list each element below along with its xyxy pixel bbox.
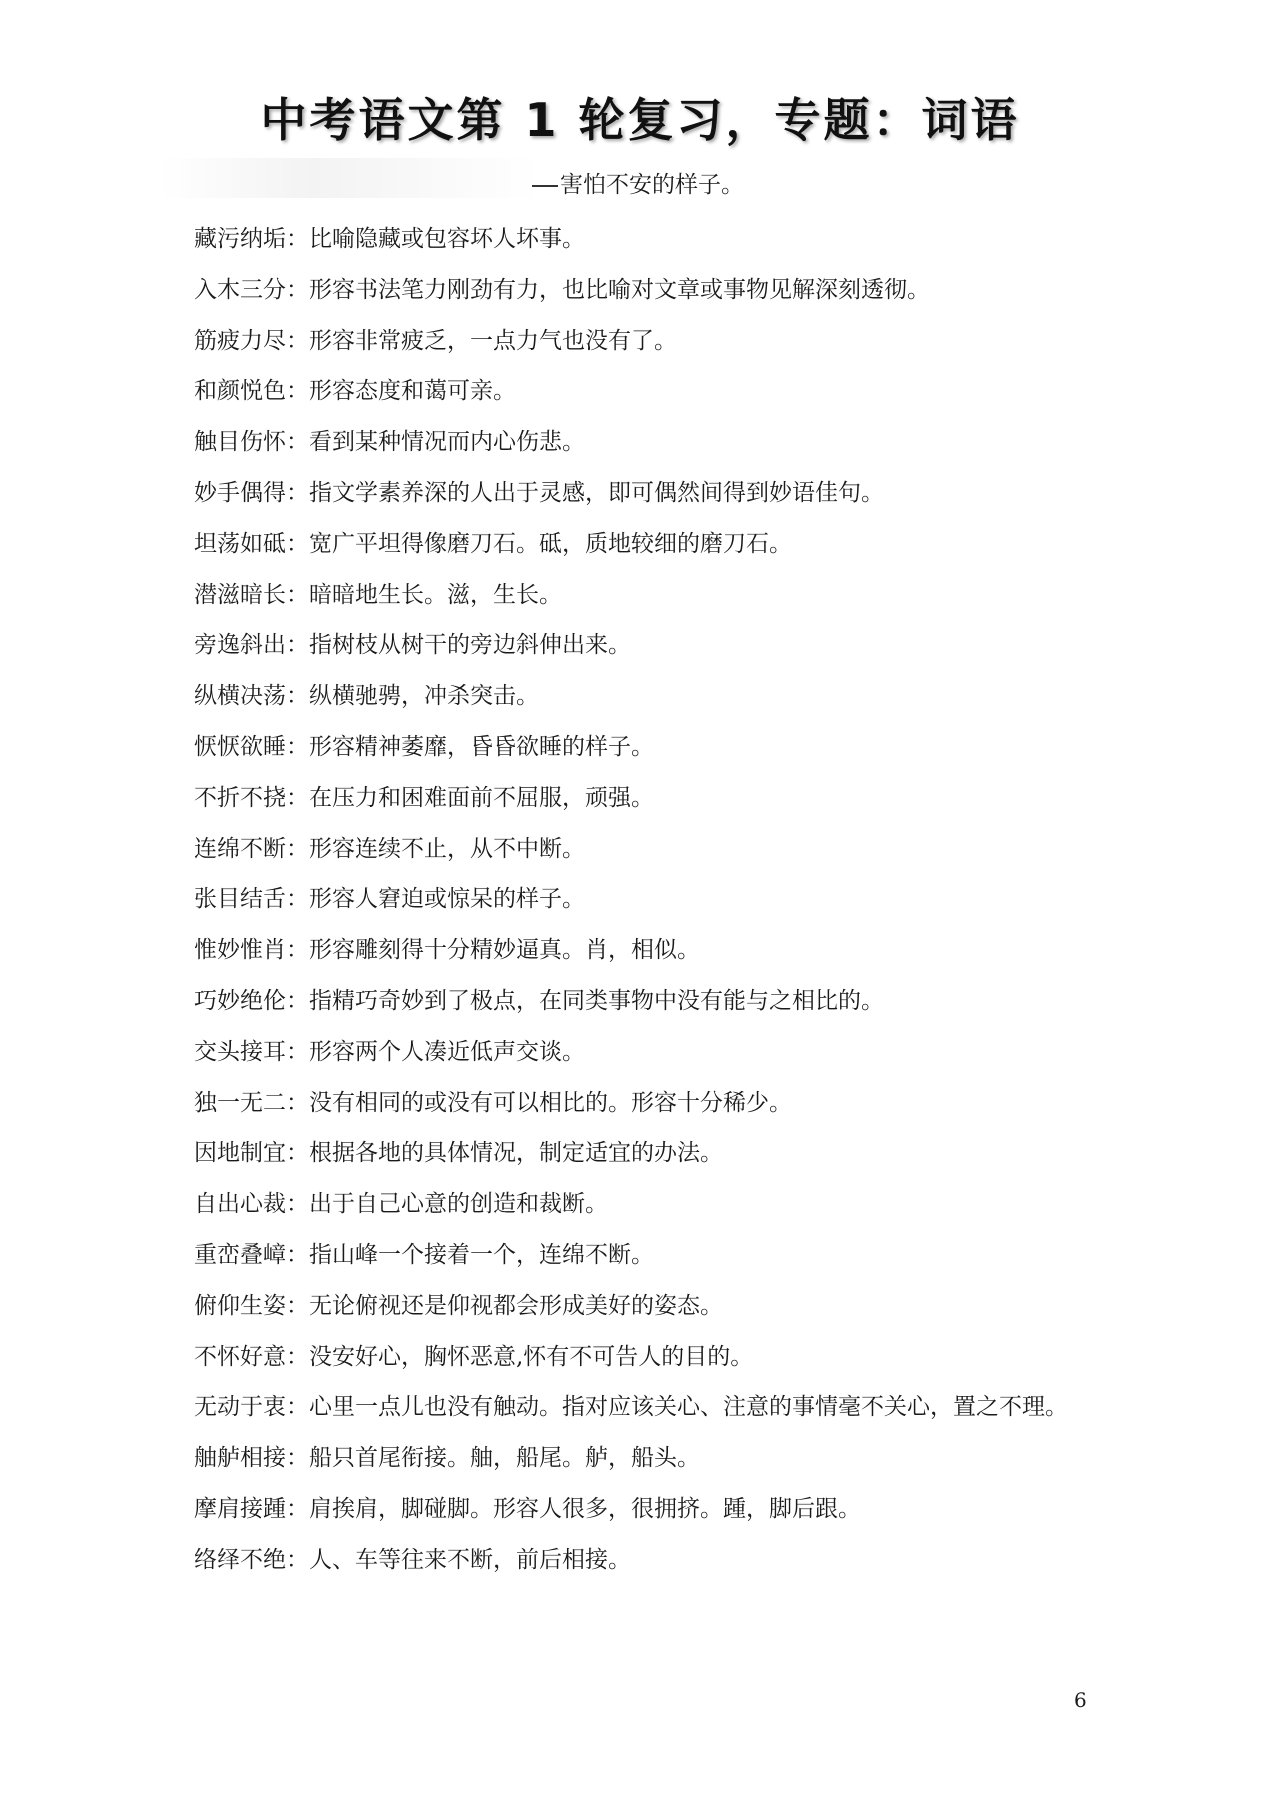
term-separator: ： xyxy=(286,987,309,1014)
idiom-term: 入木三分 xyxy=(194,276,286,303)
idiom-term: 张目结舌 xyxy=(194,886,286,913)
term-separator: ： xyxy=(286,276,309,303)
term-separator: ： xyxy=(286,1546,309,1573)
idiom-definition: 形容精神萎靡，昏昏欲睡的样子。 xyxy=(309,733,654,760)
continuation-text: 害怕不安的样子。 xyxy=(560,172,744,198)
idiom-term: 不怀好意 xyxy=(194,1343,286,1370)
idiom-definition: 暗暗地生长。滋，生长。 xyxy=(309,581,562,608)
term-separator: ： xyxy=(286,1241,309,1268)
idiom-definition: 根据各地的具体情况，制定适宜的办法。 xyxy=(309,1140,723,1167)
idiom-entry xyxy=(194,1230,1098,1281)
term-separator: ： xyxy=(286,327,309,354)
term-separator: ： xyxy=(286,835,309,862)
idiom-entry xyxy=(194,874,1098,925)
idiom-definition: 指山峰一个接着一个，连绵不断。 xyxy=(309,1241,654,1268)
idiom-definition: 看到某种情况而内心伤悲。 xyxy=(309,429,585,456)
term-separator: ： xyxy=(286,378,309,405)
idiom-entry xyxy=(194,1484,1098,1535)
idiom-term: 妙手偶得 xyxy=(194,479,286,506)
idiom-entry xyxy=(194,722,1098,773)
term-separator: ： xyxy=(286,479,309,506)
idiom-term: 和颜悦色 xyxy=(194,378,286,405)
idiom-definition: 无论俯视还是仰视都会形成美好的姿态。 xyxy=(309,1292,723,1319)
idiom-term: 重峦叠嶂 xyxy=(194,1241,286,1268)
term-separator: ： xyxy=(286,1343,309,1370)
term-separator: ： xyxy=(286,1038,309,1065)
idiom-term: 连绵不断 xyxy=(194,835,286,862)
idiom-definition: 出于自己心意的创造和裁断。 xyxy=(309,1191,608,1218)
idiom-definition: 形容雕刻得十分精妙逼真。肖，相似。 xyxy=(309,937,700,964)
term-separator: ： xyxy=(286,429,309,456)
idiom-entry xyxy=(194,1535,1098,1586)
term-separator: ： xyxy=(286,886,309,913)
idiom-entry xyxy=(194,316,1098,367)
idiom-term: 旁逸斜出 xyxy=(194,632,286,659)
idiom-definition: 形容书法笔力刚劲有力，也比喻对文章或事物见解深刻透彻。 xyxy=(309,276,930,303)
idiom-entry xyxy=(194,519,1098,570)
idiom-term: 俯仰生姿 xyxy=(194,1292,286,1319)
continuation-line xyxy=(532,168,744,202)
idiom-term: 惟妙惟肖 xyxy=(194,937,286,964)
idiom-definition: 在压力和困难面前不屈服，顽强。 xyxy=(309,784,654,811)
idiom-definition: 指树枝从树干的旁边斜伸出来。 xyxy=(309,632,631,659)
idiom-entry xyxy=(194,976,1098,1027)
idiom-term: 触目伤怀 xyxy=(194,429,286,456)
term-separator: ： xyxy=(286,733,309,760)
idiom-entry xyxy=(194,366,1098,417)
idiom-entry xyxy=(194,1332,1098,1383)
idiom-definition: 没有相同的或没有可以相比的。形容十分稀少。 xyxy=(309,1089,792,1116)
dash-mark xyxy=(532,185,558,187)
idiom-term: 自出心裁 xyxy=(194,1191,286,1218)
idiom-term: 恹恹欲睡 xyxy=(194,733,286,760)
idiom-definition: 比喻隐藏或包容坏人坏事。 xyxy=(309,226,585,252)
idiom-term: 巧妙绝伦 xyxy=(194,987,286,1014)
page-title: 中考语文第 1 轮复习，专题：词语 xyxy=(260,93,1020,147)
term-separator: ： xyxy=(286,1292,309,1319)
term-separator: ： xyxy=(286,1140,309,1167)
idiom-entry xyxy=(194,265,1098,316)
idiom-definition: 心里一点儿也没有触动。指对应该关心、注意的事情毫不关心，置之不理。 xyxy=(309,1394,1068,1421)
page-number: 6 xyxy=(1074,1688,1087,1712)
idiom-term: 不折不挠 xyxy=(194,784,286,811)
idiom-entry xyxy=(194,824,1098,875)
idiom-entry xyxy=(194,1128,1098,1179)
idiom-definition: 肩挨肩，脚碰脚。形容人很多，很拥挤。踵，脚后跟。 xyxy=(309,1495,861,1522)
idiom-definition: 人、车等往来不断，前后相接。 xyxy=(309,1546,631,1573)
idiom-term: 坦荡如砥 xyxy=(194,530,286,557)
idiom-term: 潜滋暗长 xyxy=(194,581,286,608)
idiom-entry xyxy=(194,671,1098,722)
term-separator: ： xyxy=(286,937,309,964)
idiom-term: 交头接耳 xyxy=(194,1038,286,1065)
idiom-definition: 形容连续不止，从不中断。 xyxy=(309,835,585,862)
term-separator: ： xyxy=(286,784,309,811)
idiom-definition: 形容两个人凑近低声交谈。 xyxy=(309,1038,585,1065)
idiom-list xyxy=(194,214,1098,1586)
term-separator: ： xyxy=(286,1394,309,1421)
idiom-term: 络绎不绝 xyxy=(194,1546,286,1573)
idiom-entry xyxy=(194,1281,1098,1332)
idiom-definition: 形容人窘迫或惊呆的样子。 xyxy=(309,886,585,913)
idiom-entry xyxy=(194,1382,1098,1433)
idiom-definition: 形容态度和蔼可亲。 xyxy=(309,378,516,405)
idiom-definition: 指精巧奇妙到了极点，在同类事物中没有能与之相比的。 xyxy=(309,987,884,1014)
idiom-term: 摩肩接踵 xyxy=(194,1495,286,1522)
term-separator: ： xyxy=(286,1445,309,1472)
idiom-entry xyxy=(194,1078,1098,1129)
term-separator: ： xyxy=(286,632,309,659)
idiom-term: 藏污纳垢 xyxy=(194,226,286,252)
idiom-definition: 形容非常疲乏，一点力气也没有了。 xyxy=(309,327,677,354)
idiom-term: 纵横决荡 xyxy=(194,683,286,710)
term-separator: ： xyxy=(286,1495,309,1522)
idiom-entry xyxy=(194,1027,1098,1078)
idiom-entry xyxy=(194,1179,1098,1230)
title-smear-decoration xyxy=(160,158,540,198)
idiom-entry xyxy=(194,417,1098,468)
idiom-entry xyxy=(194,1433,1098,1484)
idiom-definition: 纵横驰骋，冲杀突击。 xyxy=(309,683,539,710)
idiom-entry xyxy=(194,214,1098,265)
term-separator: ： xyxy=(286,530,309,557)
idiom-term: 无动于衷 xyxy=(194,1394,286,1421)
idiom-entry xyxy=(194,570,1098,621)
idiom-entry xyxy=(194,925,1098,976)
term-separator: ： xyxy=(286,1089,309,1116)
term-separator: ： xyxy=(286,226,309,252)
idiom-term: 筋疲力尽 xyxy=(194,327,286,354)
idiom-entry xyxy=(194,773,1098,824)
idiom-definition: 指文学素养深的人出于灵感，即可偶然间得到妙语佳句。 xyxy=(309,479,884,506)
idiom-term: 因地制宜 xyxy=(194,1140,286,1167)
idiom-entry xyxy=(194,620,1098,671)
idiom-definition: 宽广平坦得像磨刀石。砥，质地较细的磨刀石。 xyxy=(309,530,792,557)
idiom-definition: 船只首尾衔接。舳，船尾。舻，船头。 xyxy=(309,1445,700,1472)
idiom-term: 舳舻相接 xyxy=(194,1445,286,1472)
idiom-term: 独一无二 xyxy=(194,1089,286,1116)
term-separator: ： xyxy=(286,683,309,710)
idiom-entry xyxy=(194,468,1098,519)
term-separator: ： xyxy=(286,1191,309,1218)
idiom-definition: 没安好心，胸怀恶意,怀有不可告人的目的。 xyxy=(309,1343,754,1370)
term-separator: ： xyxy=(286,581,309,608)
